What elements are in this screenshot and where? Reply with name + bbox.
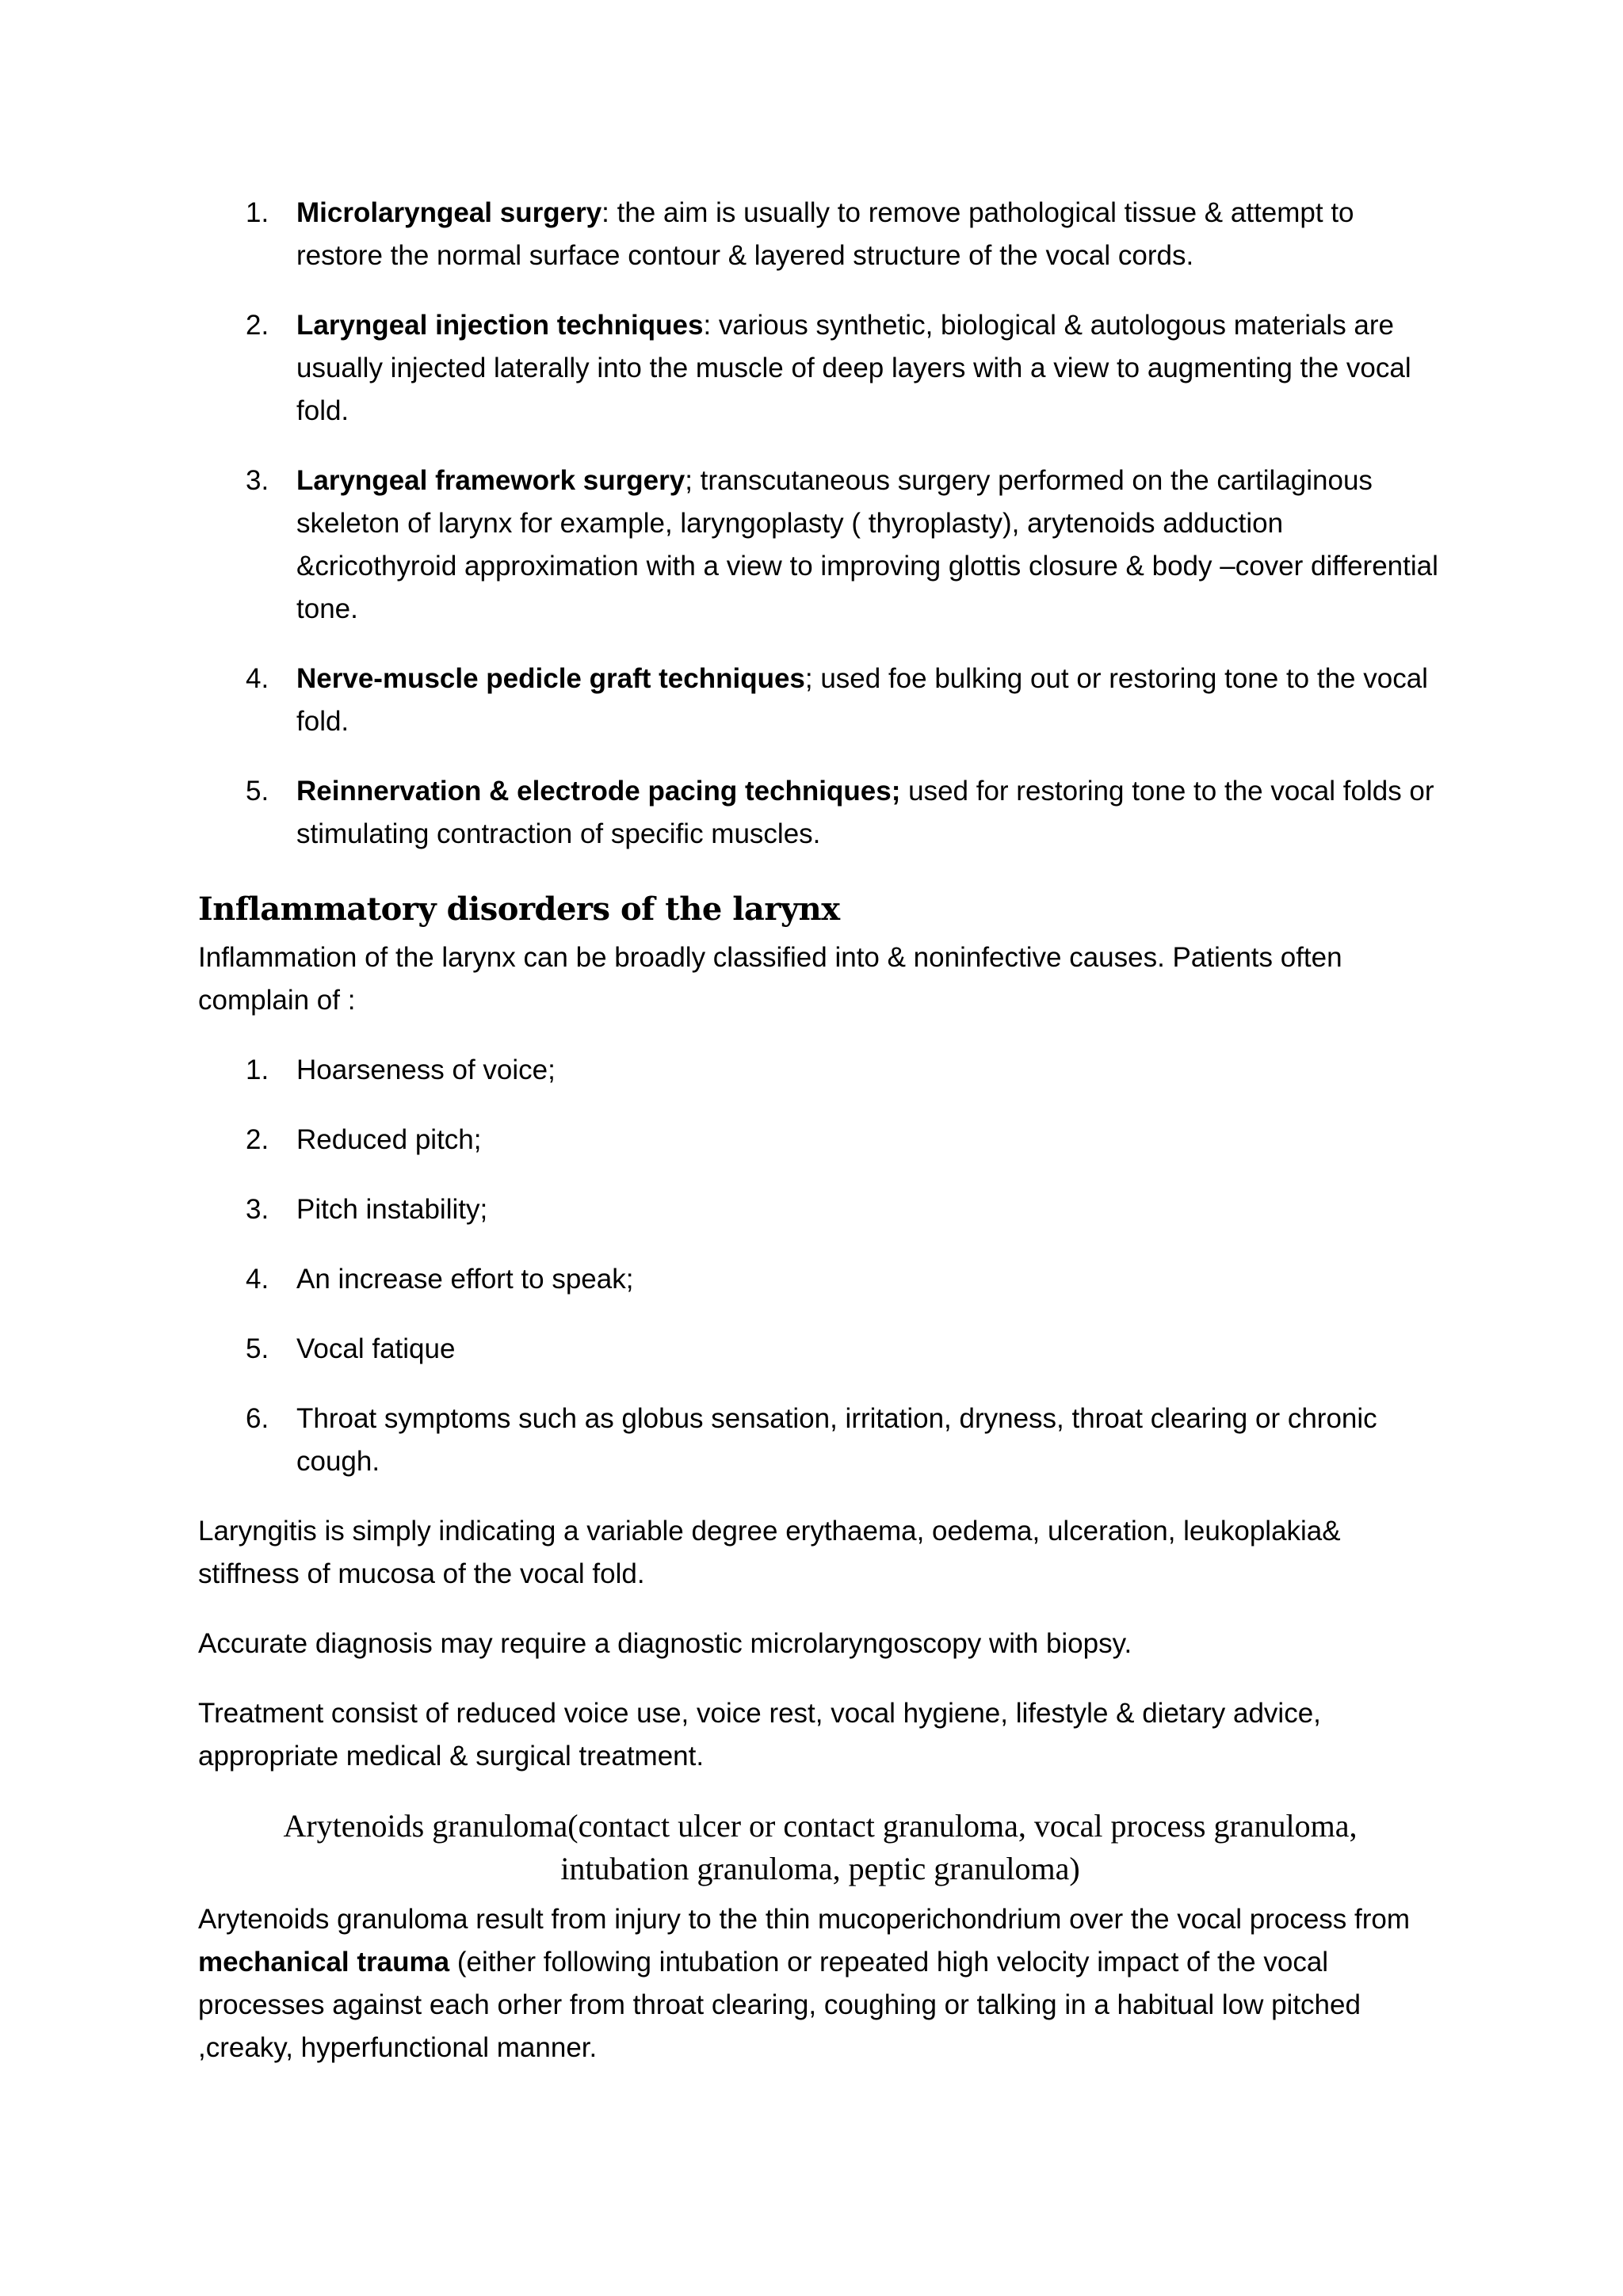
list-item <box>198 460 1442 631</box>
section-heading: Inflammatory disorders of the larynx <box>198 891 840 928</box>
list-item-term: Reinnervation & electrode pacing techniques; <box>296 776 901 807</box>
list-item-text: : the aim is usually to remove pathological tissue & attempt to restore the normal surface contour & layered structure of the vocal cords. <box>296 197 1354 271</box>
list-number: 2. <box>246 310 269 341</box>
list-item <box>198 1398 1442 1483</box>
page-content <box>198 192 1442 2096</box>
list-item <box>198 1328 1442 1371</box>
surgery-techniques-list <box>198 192 1442 856</box>
list-item-text: An increase effort to speak; <box>296 1264 634 1295</box>
list-item <box>198 1119 1442 1161</box>
list-item-term: Nerve-muscle pedicle graft techniques <box>296 663 805 694</box>
list-number: 1. <box>246 197 269 228</box>
list-number: 4. <box>246 663 269 694</box>
list-number: 3. <box>246 465 269 496</box>
list-item-term: Laryngeal injection techniques <box>296 310 704 341</box>
list-item <box>198 770 1442 856</box>
list-item-term: Laryngeal framework surgery <box>296 465 685 496</box>
sub-heading-line-2: intubation granuloma, peptic granuloma) <box>560 1851 1080 1886</box>
list-number: 6. <box>246 1403 269 1434</box>
sub-heading <box>198 1805 1442 1890</box>
list-item-text: Vocal fatique <box>296 1333 456 1364</box>
laryngitis-paragraph: Laryngitis is simply indicating a variable degree erythaema, oedema, ulceration, leukoplakia& stiffness of mucosa of the vocal fold. <box>198 1516 1341 1589</box>
list-number: 1. <box>246 1055 269 1085</box>
granuloma-bold-term: mechanical trauma <box>198 1947 450 1978</box>
list-number: 5. <box>246 1333 269 1364</box>
list-number: 2. <box>246 1124 269 1155</box>
list-number: 5. <box>246 776 269 807</box>
list-item-text: Throat symptoms such as globus sensation, irritation, dryness, throat clearing or chronic cough. <box>296 1403 1377 1477</box>
sub-heading-line-1: Arytenoids granuloma(contact ulcer or contact granuloma, vocal process granuloma, <box>283 1808 1358 1844</box>
list-item-term: Microlaryngeal surgery <box>296 197 602 228</box>
list-item <box>198 192 1442 277</box>
list-item-text: used for restoring tone to the vocal folds or stimulating contraction of specific muscles. <box>296 776 1434 849</box>
list-item-text: : various synthetic, biological & autologous materials are usually injected laterally into the muscle of deep layers with a view to augmenting the vocal fold. <box>296 310 1411 426</box>
granuloma-text-start: Arytenoids granuloma result from injury to the thin mucoperichondrium over the vocal process from <box>198 1904 1411 1935</box>
list-item-text: Pitch instability; <box>296 1194 488 1225</box>
list-item-text: Reduced pitch; <box>296 1124 482 1155</box>
list-item <box>198 1049 1442 1092</box>
granuloma-text-end: (either following intubation or repeated high velocity impact of the vocal processes against each orher from throat clearing, coughing or talking in a habitual low pitched ,creaky, hyperfunctional manner. <box>198 1947 1361 2063</box>
intro-paragraph: Inflammation of the larynx can be broadly classified into & noninfective causes. Patients often complain of : <box>198 942 1342 1016</box>
list-item <box>198 1188 1442 1231</box>
list-number: 4. <box>246 1264 269 1295</box>
list-item-text: Hoarseness of voice; <box>296 1055 556 1085</box>
list-item-text: ; used foe bulking out or restoring tone to the vocal fold. <box>296 663 1428 737</box>
list-item-text: ; transcutaneous surgery performed on the cartilaginous skeleton of larynx for example, laryngoplasty ( thyroplasty), arytenoids adduction &cricothyroid approximation with a view to improving glottis closure & body –cover differential tone. <box>296 465 1438 624</box>
list-item <box>198 658 1442 743</box>
list-item <box>198 1258 1442 1301</box>
diagnosis-paragraph: Accurate diagnosis may require a diagnostic microlaryngoscopy with biopsy. <box>198 1628 1132 1659</box>
treatment-paragraph: Treatment consist of reduced voice use, voice rest, vocal hygiene, lifestyle & dietary advice, appropriate medical & surgical treatment. <box>198 1698 1321 1772</box>
symptoms-list <box>198 1049 1442 1483</box>
list-number: 3. <box>246 1194 269 1225</box>
list-item <box>198 304 1442 433</box>
granuloma-paragraph <box>198 1898 1442 2069</box>
